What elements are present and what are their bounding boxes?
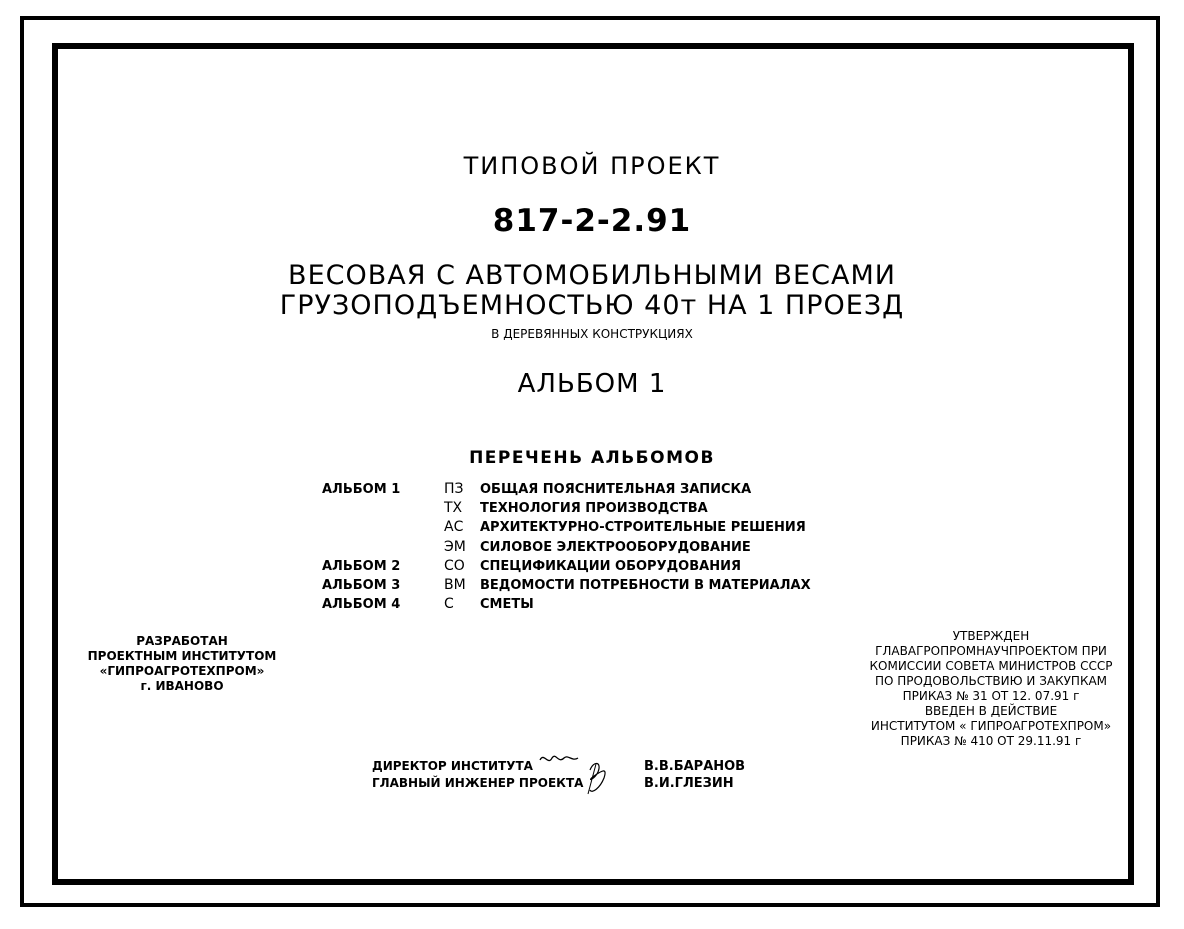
album-number — [322, 518, 444, 537]
list-item — [322, 538, 811, 557]
section-title: АРХИТЕКТУРНО-СТРОИТЕЛЬНЫЕ РЕШЕНИЯ — [480, 520, 806, 536]
section-title: ТЕХНОЛОГИЯ ПРОИЗВОДСТВА — [480, 501, 708, 517]
section-title: ВЕДОМОСТИ ПОТРЕБНОСТИ В МАТЕРИАЛАХ — [480, 577, 811, 593]
approval-line: ВВЕДЕН В ДЕЙСТВИЕ — [924, 704, 1058, 718]
developer-line: ПРОЕКТНЫМ ИНСТИТУТОМ — [87, 649, 277, 663]
developer-block — [82, 634, 282, 694]
list-item — [322, 595, 811, 614]
section-title: СМЕТЫ — [480, 597, 534, 613]
project-title-line-2: ГРУЗОПОДЪЕМНОСТЬЮ 40т НА 1 ПРОЕЗД — [279, 290, 905, 321]
album-number: АЛЬБОМ 3 — [322, 577, 401, 593]
handwritten-signature-icon — [538, 750, 618, 800]
album-number: АЛЬБОМ 4 — [322, 597, 401, 613]
developer-line: «ГИПРОАГРОТЕХПРОМ» — [99, 664, 265, 678]
approval-line: КОМИССИИ СОВЕТА МИНИСТРОВ СССР — [869, 659, 1113, 673]
list-item — [322, 499, 811, 518]
section-title: ОБЩАЯ ПОЯСНИТЕЛЬНАЯ ЗАПИСКА — [480, 482, 752, 497]
project-subtitle: В ДЕРЕВЯННЫХ КОНСТРУКЦИЯХ — [491, 327, 693, 341]
album-list — [322, 480, 811, 614]
developer-line: РАЗРАБОТАН — [136, 634, 228, 648]
section-code: АС — [444, 519, 464, 536]
signature-role: ГЛАВНЫЙ ИНЖЕНЕР ПРОЕКТА — [372, 776, 584, 790]
document-type: ТИПОВОЙ ПРОЕКТ — [463, 152, 721, 180]
signature-name: В.И.ГЛЕЗИН — [644, 776, 734, 791]
approval-line: ИНСТИТУТОМ « ГИПРОАГРОТЕХПРОМ» — [870, 719, 1112, 733]
signature-name: В.В.БАРАНОВ — [644, 759, 746, 774]
list-item — [322, 557, 811, 576]
album-number — [322, 538, 444, 557]
album-label: АЛЬБОМ 1 — [517, 369, 667, 399]
section-title: СПЕЦИФИКАЦИИ ОБОРУДОВАНИЯ — [480, 558, 741, 574]
section-code: ПЗ — [444, 481, 464, 497]
album-list-heading: ПЕРЕЧЕНЬ АЛЬБОМОВ — [469, 448, 715, 468]
project-title-line-1: ВЕСОВАЯ С АВТОМОБИЛЬНЫМИ ВЕСАМИ — [288, 260, 896, 291]
project-title — [0, 261, 1184, 321]
section-code: ЭМ — [444, 538, 466, 555]
section-code: ТХ — [444, 500, 463, 517]
album-number: АЛЬБОМ 1 — [322, 482, 401, 497]
list-item — [322, 518, 811, 537]
list-item — [322, 576, 811, 595]
list-item — [322, 480, 811, 499]
approval-line: УТВЕРЖДЕН — [952, 629, 1030, 643]
album-number: АЛЬБОМ 2 — [322, 558, 401, 574]
section-code: С — [444, 596, 454, 613]
section-code: ВМ — [444, 576, 466, 593]
approval-line: ПРИКАЗ № 410 ОТ 29.11.91 г — [900, 734, 1082, 748]
project-number: 817-2-2.91 — [492, 203, 692, 239]
approval-line: ПО ПРОДОВОЛЬСТВИЮ И ЗАКУПКАМ — [874, 674, 1108, 688]
signature-role: ДИРЕКТОР ИНСТИТУТА — [372, 759, 533, 773]
section-title: СИЛОВОЕ ЭЛЕКТРООБОРУДОВАНИЕ — [480, 539, 751, 555]
section-code: СО — [444, 557, 465, 574]
developer-line: г. ИВАНОВО — [140, 679, 224, 693]
approval-line: ПРИКАЗ № 31 ОТ 12. 07.91 г — [902, 689, 1080, 703]
approval-line: ГЛАВАГРОПРОМНАУЧПРОЕКТОМ ПРИ — [875, 644, 1107, 658]
album-number — [322, 499, 444, 518]
approval-block — [862, 629, 1120, 749]
